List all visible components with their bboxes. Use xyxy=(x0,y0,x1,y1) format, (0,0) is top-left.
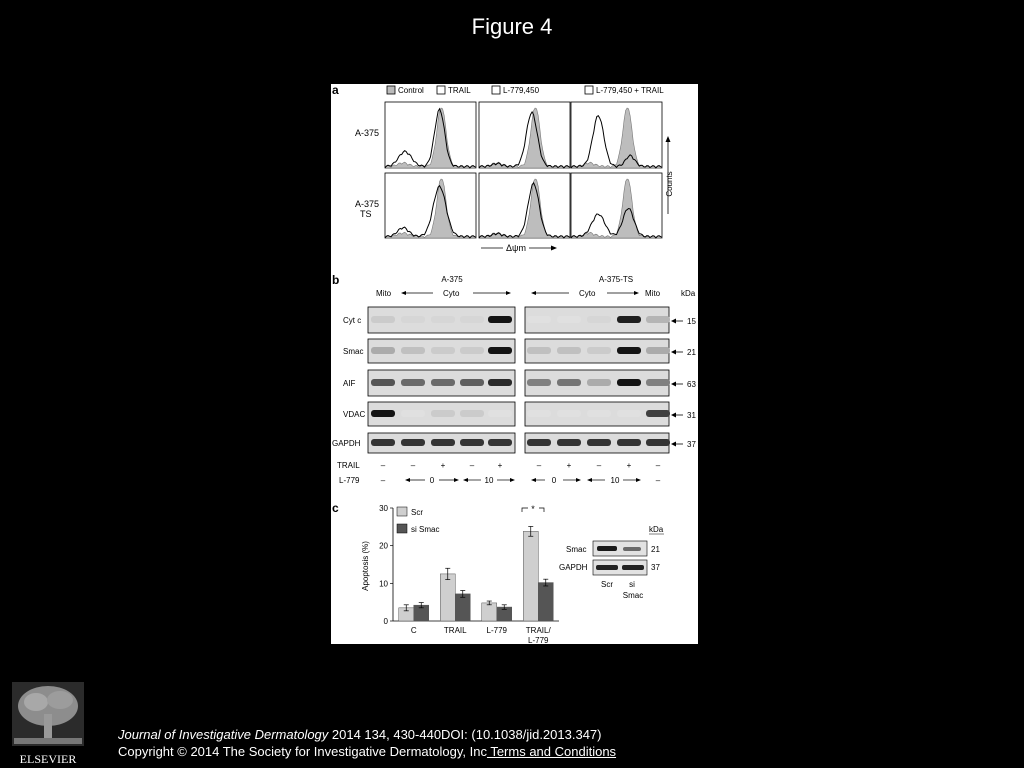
c-blot-label-gapdh: GAPDH xyxy=(559,563,588,572)
kda-arrowhead xyxy=(671,319,676,324)
blot-band xyxy=(371,316,395,323)
citation-block xyxy=(118,726,616,760)
slide-title: Figure 4 xyxy=(471,14,553,39)
blot-band xyxy=(460,347,484,354)
blot-band xyxy=(557,347,581,354)
blot-band xyxy=(617,347,641,354)
blot-band xyxy=(646,347,670,354)
fraction-cyto-left: Cyto xyxy=(443,289,460,298)
blot-band xyxy=(488,347,512,354)
fraction-cyto-right: Cyto xyxy=(579,289,596,298)
kda-arrowhead xyxy=(671,382,676,387)
blot-band xyxy=(460,316,484,323)
blot-label: VDAC xyxy=(343,410,366,419)
blot-band xyxy=(587,379,611,386)
blot-band xyxy=(646,379,670,386)
c-lane-scr: Scr xyxy=(601,580,613,589)
blot-band xyxy=(646,410,670,417)
histogram-frame xyxy=(479,102,570,168)
panel-b-label: b xyxy=(332,273,340,287)
blot-band xyxy=(646,316,670,323)
dpsim-label: Δψm xyxy=(506,243,526,253)
logo-wordmark: ELSEVIER xyxy=(19,752,77,766)
dpsim-axis xyxy=(481,243,557,253)
trail-cell: – xyxy=(469,461,475,470)
terms-and-conditions-link[interactable]: Terms and Conditions xyxy=(486,744,617,759)
blot-band xyxy=(587,316,611,323)
legend-control: Control xyxy=(398,86,424,95)
fraction-header xyxy=(376,289,696,298)
kda-arrowhead xyxy=(671,350,676,355)
blot-band xyxy=(646,439,670,446)
histogram-frame xyxy=(385,102,476,168)
legend-swatch-l779 xyxy=(492,86,500,94)
row-label-a375ts-line2: TS xyxy=(360,209,372,219)
panel-c-blot xyxy=(559,525,664,600)
kda-header-c: kDa xyxy=(649,525,664,534)
c-lane-si: si xyxy=(629,580,635,589)
counts-axis xyxy=(665,136,674,214)
kda-arrowhead xyxy=(671,413,676,418)
c-band xyxy=(597,546,617,551)
y-tick-label: 30 xyxy=(379,504,388,513)
counts-label: Counts xyxy=(665,171,674,197)
legend-swatch-sismac xyxy=(397,524,407,533)
trail-cell: – xyxy=(536,461,542,470)
trail-cell: – xyxy=(380,461,386,470)
y-tick-label: 0 xyxy=(383,617,388,626)
l779-cell: – xyxy=(380,476,386,485)
blot-band xyxy=(431,410,455,417)
legend-sismac: si Smac xyxy=(411,525,440,534)
blot-band xyxy=(617,379,641,386)
x-tick-label: C xyxy=(410,626,417,635)
fraction-mito-right: Mito xyxy=(645,289,661,298)
blot-band xyxy=(371,347,395,354)
trail-row-label: TRAIL xyxy=(337,461,360,470)
blot-band xyxy=(617,439,641,446)
bar-scr xyxy=(440,574,455,621)
group-a375ts: A-375-TS xyxy=(598,275,634,284)
l779-cell: – xyxy=(655,476,661,485)
legend-swatch-control xyxy=(387,86,395,94)
l779-cell: 0 xyxy=(551,476,557,485)
blot-kda: 63 xyxy=(687,380,696,389)
c-blot-kda-smac: 21 xyxy=(651,545,660,554)
blot-kda: 21 xyxy=(687,348,696,357)
figure-4-panel xyxy=(331,84,698,644)
bar-scr xyxy=(482,603,497,621)
blot-kda: 31 xyxy=(687,411,696,420)
histogram-frame xyxy=(385,173,476,238)
blot-label: Cyt c xyxy=(343,316,362,325)
legend-combo: L-779,450 + TRAIL xyxy=(596,86,664,95)
copyright-line xyxy=(118,743,616,760)
blot-kda: 15 xyxy=(687,317,696,326)
y-tick-label: 20 xyxy=(379,541,388,551)
l779-row-label: L-779 xyxy=(339,476,360,485)
blot-label: Smac xyxy=(343,347,364,356)
legend-swatch-combo xyxy=(585,86,593,94)
blot-band xyxy=(527,347,551,354)
panel-a-label: a xyxy=(332,84,339,97)
kda-arrowhead xyxy=(671,442,676,447)
l779-cell: 10 xyxy=(610,476,620,485)
c-lane-smac: Smac xyxy=(622,591,644,600)
blot-band xyxy=(488,410,512,417)
histogram-frame xyxy=(571,102,662,168)
c-blot-label-smac: Smac xyxy=(566,545,587,554)
treatment-table xyxy=(337,461,661,485)
citation-details: 2014 134, 430-440DOI: (10.1038/jid.2013.347) xyxy=(328,727,602,742)
blot-band xyxy=(587,439,611,446)
significance-marker xyxy=(522,504,544,514)
blot-band xyxy=(401,410,425,417)
blot-kda: 37 xyxy=(687,440,696,449)
c-band xyxy=(596,565,618,570)
blot-band xyxy=(460,379,484,386)
significance-star: * xyxy=(531,504,535,514)
legend-swatch-scr xyxy=(397,507,407,516)
legend-swatch-trail xyxy=(437,86,445,94)
trail-cell: + xyxy=(440,461,446,470)
blot-band xyxy=(527,439,551,446)
blot-band xyxy=(587,410,611,417)
x-tick-label: L-779 xyxy=(486,626,507,635)
row-label-a375ts-line1: A-375 xyxy=(355,199,380,209)
c-band xyxy=(623,547,641,551)
blot-band xyxy=(557,379,581,386)
blot-band xyxy=(371,379,395,386)
blot-band xyxy=(431,347,455,354)
copyright-text: Copyright © 2014 The Society for Investigative Dermatology, Inc xyxy=(118,744,487,759)
blot-band xyxy=(617,316,641,323)
blot-band xyxy=(401,316,425,323)
blot-band xyxy=(431,316,455,323)
blot-band xyxy=(460,439,484,446)
blot-band xyxy=(587,347,611,354)
trail-cell: – xyxy=(596,461,602,470)
legend-l779: L-779,450 xyxy=(503,86,540,95)
l779-cell: 0 xyxy=(429,476,435,485)
apoptosis-bar-chart xyxy=(361,504,559,644)
group-a375: A-375 xyxy=(441,275,463,284)
chart-legend xyxy=(397,507,439,534)
blot-band xyxy=(557,410,581,417)
blot-band xyxy=(488,439,512,446)
logo-tree-trunk xyxy=(44,714,52,740)
blot-band xyxy=(460,410,484,417)
bar-si-smac xyxy=(538,583,553,621)
blot-band xyxy=(431,439,455,446)
blot-band xyxy=(527,379,551,386)
bar-si-smac xyxy=(455,594,470,621)
trail-cell: + xyxy=(497,461,503,470)
blot-band xyxy=(527,410,551,417)
x-tick-label: TRAIL/ xyxy=(525,626,551,635)
blot-band xyxy=(401,439,425,446)
trail-cell: + xyxy=(566,461,572,470)
blot-band xyxy=(488,316,512,323)
legend-scr: Scr xyxy=(411,508,423,517)
blot-band xyxy=(488,379,512,386)
blot-label: GAPDH xyxy=(332,439,361,448)
panel-c-label: c xyxy=(332,501,339,515)
blot-label: AIF xyxy=(343,379,356,388)
blot-band xyxy=(371,410,395,417)
c-blot-kda-gapdh: 37 xyxy=(651,563,660,572)
histogram-frame xyxy=(479,173,570,238)
blot-band xyxy=(617,410,641,417)
row-label-a375: A-375 xyxy=(355,128,380,138)
legend-trail: TRAIL xyxy=(448,86,471,95)
elsevier-logo xyxy=(8,680,88,766)
trail-cell: – xyxy=(655,461,661,470)
histogram-frame xyxy=(571,173,662,238)
blot-band xyxy=(527,316,551,323)
trail-cell: – xyxy=(410,461,416,470)
trail-cell: + xyxy=(626,461,632,470)
y-tick-label: 10 xyxy=(379,579,388,589)
x-tick-label: L-779 xyxy=(528,636,549,644)
fraction-mito-left: Mito xyxy=(376,289,392,298)
kda-header-b: kDa xyxy=(681,289,696,298)
blot-band xyxy=(401,379,425,386)
journal-name: Journal of Investigative Dermatology xyxy=(118,727,329,742)
bar-scr xyxy=(523,531,538,621)
blot-band xyxy=(557,439,581,446)
c-band xyxy=(622,565,644,570)
blot-band xyxy=(371,439,395,446)
citation-line xyxy=(118,726,616,743)
l779-cell: 10 xyxy=(484,476,494,485)
blot-band xyxy=(557,316,581,323)
chart-ylabel: Apoptosis (%) xyxy=(361,541,370,591)
western-blots xyxy=(332,307,696,453)
x-tick-label: TRAIL xyxy=(443,626,467,635)
panel-a-legend xyxy=(387,86,664,95)
blot-band xyxy=(401,347,425,354)
histogram-grid xyxy=(385,102,662,238)
blot-band xyxy=(431,379,455,386)
